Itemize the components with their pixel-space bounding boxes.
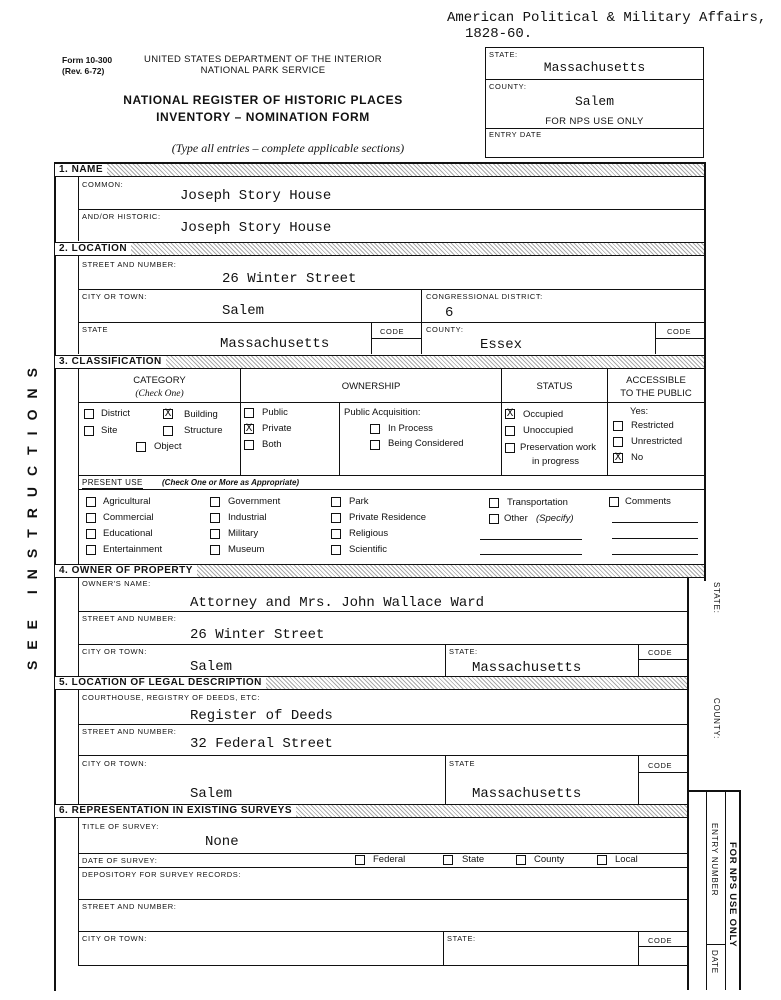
use-educational-label: Educational — [103, 528, 153, 539]
status-occupied-checkbox[interactable]: X — [506, 408, 514, 420]
use-educational-checkbox[interactable] — [86, 529, 96, 539]
use-commercial-label: Commercial — [103, 512, 154, 523]
use-comments-checkbox[interactable] — [609, 497, 619, 507]
acquisition-being-considered-label: Being Considered — [388, 438, 464, 449]
courthouse-value: Register of Deeds — [190, 708, 333, 724]
use-agricultural-label: Agricultural — [103, 496, 151, 507]
use-government-checkbox[interactable] — [210, 497, 220, 507]
use-other-label: Other — [504, 513, 528, 524]
section-3-header — [54, 355, 705, 369]
section-2-title: 2. LOCATION — [55, 243, 131, 255]
nps-entry-date-label: ENTRY DATE — [489, 130, 542, 139]
street-value: 26 Winter Street — [222, 271, 357, 287]
use-other-checkbox[interactable] — [489, 514, 499, 524]
use-government-label: Government — [228, 496, 281, 507]
form-title-line-2: INVENTORY – NOMINATION FORM — [156, 110, 370, 124]
present-use-note: (Check One or More as Appropriate) — [162, 478, 300, 487]
state-label: STATE — [82, 325, 109, 334]
accessible-no-label: No — [631, 452, 644, 463]
status-occupied-label: Occupied — [523, 409, 564, 420]
entry-date-label: DATE — [710, 950, 719, 974]
county-label: COUNTY: — [426, 325, 464, 334]
accessible-unrestricted-checkbox[interactable] — [613, 437, 623, 447]
owner-city-value: Salem — [190, 659, 233, 675]
section-6-header — [54, 804, 688, 818]
section-4-title: 4. OWNER OF PROPERTY — [55, 565, 197, 577]
legal-street-value: 32 Federal Street — [190, 736, 333, 752]
survey-street-label: STREET AND NUMBER: — [82, 902, 177, 911]
nps-use-only-label: FOR NPS USE ONLY — [545, 116, 644, 127]
category-structure-label: Structure — [184, 425, 223, 436]
use-industrial-label: Industrial — [228, 512, 267, 523]
annotation-line-1: American Political & Military Affairs, — [447, 10, 767, 26]
acquisition-in-process-label: In Process — [388, 423, 433, 434]
use-private-residence-label: Private Residence — [349, 512, 427, 523]
category-header: CATEGORY — [133, 375, 186, 386]
survey-federal-label: Federal — [373, 854, 406, 865]
use-commercial-checkbox[interactable] — [86, 513, 96, 523]
status-header: STATUS — [536, 381, 573, 392]
ownership-both-label: Both — [262, 439, 282, 450]
nps-state-value: Massachusetts — [543, 60, 646, 75]
use-museum-checkbox[interactable] — [210, 545, 220, 555]
use-agricultural-checkbox[interactable] — [86, 497, 96, 507]
use-scientific-label: Scientific — [349, 544, 388, 555]
survey-local-label: Local — [615, 854, 638, 865]
congressional-district-value: 6 — [445, 305, 454, 321]
category-site-checkbox[interactable] — [84, 426, 94, 436]
use-transportation-label: Transportation — [507, 497, 568, 508]
side-county-label: COUNTY: — [712, 698, 721, 740]
common-name-label: COMMON: — [82, 180, 124, 189]
for-nps-use-only-vertical: FOR NPS USE ONLY — [727, 842, 738, 948]
survey-state-checkbox[interactable] — [443, 855, 453, 865]
accessible-no-checkbox[interactable]: X — [614, 452, 622, 464]
historic-name-label: AND/OR HISTORIC: — [82, 212, 161, 221]
ownership-private-label: Private — [262, 423, 292, 434]
department-name: UNITED STATES DEPARTMENT OF THE INTERIOR — [144, 54, 382, 65]
survey-code-label: CODE — [648, 936, 673, 945]
accessible-header-line-2: TO THE PUBLIC — [620, 388, 692, 399]
owner-name-value: Attorney and Mrs. John Wallace Ward — [190, 595, 485, 611]
annotation-line-2: 1828-60. — [465, 26, 533, 42]
status-unoccupied-checkbox[interactable] — [505, 426, 515, 436]
accessible-restricted-checkbox[interactable] — [613, 421, 623, 431]
historic-name-value: Joseph Story House — [180, 220, 332, 236]
accessible-yes-label: Yes: — [630, 406, 649, 417]
use-transportation-checkbox[interactable] — [489, 498, 499, 508]
category-building-label: Building — [184, 409, 218, 420]
acquisition-being-considered-checkbox[interactable] — [370, 440, 380, 450]
status-preservation-label: Preservation work — [520, 442, 597, 453]
survey-federal-checkbox[interactable] — [355, 855, 365, 865]
owner-street-value: 26 Winter Street — [190, 627, 325, 643]
section-6-title: 6. REPRESENTATION IN EXISTING SURVEYS — [55, 805, 296, 817]
status-preservation-cont: in progress — [532, 456, 579, 467]
accessible-restricted-label: Restricted — [631, 420, 674, 431]
owner-street-label: STREET AND NUMBER: — [82, 614, 177, 623]
nps-county-value: Salem — [574, 94, 614, 109]
street-label: STREET AND NUMBER: — [82, 260, 177, 269]
ownership-both-checkbox[interactable] — [244, 440, 254, 450]
legal-state-value: Massachusetts — [472, 786, 582, 802]
use-military-label: Military — [228, 528, 259, 539]
entry-number-label: ENTRY NUMBER — [710, 823, 719, 897]
form-title-line-1: NATIONAL REGISTER OF HISTORIC PLACES — [123, 93, 403, 107]
common-name-value: Joseph Story House — [180, 188, 332, 204]
form-number: Form 10-300 — [62, 55, 113, 65]
state-value: Massachusetts — [220, 336, 330, 352]
survey-city-label: CITY OR TOWN: — [82, 934, 147, 943]
section-2-header — [54, 242, 705, 256]
public-acquisition-label: Public Acquisition: — [344, 407, 421, 418]
courthouse-label: COURTHOUSE, REGISTRY OF DEEDS, ETC: — [82, 693, 261, 702]
legal-city-value: Salem — [190, 786, 233, 802]
status-preservation-checkbox[interactable] — [505, 443, 515, 453]
legal-street-label: STREET AND NUMBER: — [82, 727, 177, 736]
legal-state-label: STATE — [449, 759, 476, 768]
service-name: NATIONAL PARK SERVICE — [200, 65, 326, 76]
ownership-public-checkbox[interactable] — [244, 408, 254, 418]
category-object-label: Object — [154, 441, 182, 452]
county-code-label: CODE — [667, 327, 692, 336]
city-label: CITY OR TOWN: — [82, 292, 147, 301]
use-scientific-checkbox[interactable] — [331, 545, 341, 555]
owner-city-label: CITY OR TOWN: — [82, 647, 147, 656]
nps-state-label: STATE: — [489, 50, 518, 59]
ownership-header: OWNERSHIP — [341, 381, 401, 392]
survey-state-label: State — [462, 854, 485, 865]
county-value: Essex — [480, 337, 523, 353]
category-site-label: Site — [101, 425, 118, 436]
category-object-checkbox[interactable] — [136, 442, 146, 452]
congressional-district-label: CONGRESSIONAL DISTRICT: — [426, 292, 543, 301]
use-museum-label: Museum — [228, 544, 265, 555]
state-code-label: CODE — [380, 327, 405, 336]
category-structure-checkbox[interactable] — [163, 426, 173, 436]
accessible-header-line-1: ACCESSIBLE — [626, 375, 686, 386]
survey-title-label: TITLE OF SURVEY: — [82, 822, 159, 831]
use-other-specify: (Specify) — [536, 513, 574, 524]
legal-code-label: CODE — [648, 761, 673, 770]
see-instructions-sidebar: SEE INSTRUCTIONS — [24, 357, 40, 670]
use-entertainment-checkbox[interactable] — [86, 545, 96, 555]
use-park-label: Park — [349, 496, 369, 507]
category-district-checkbox[interactable] — [84, 409, 94, 419]
use-entertainment-label: Entertainment — [103, 544, 163, 555]
owner-state-value: Massachusetts — [472, 660, 582, 676]
use-comments-label: Comments — [625, 496, 671, 507]
nps-county-label: COUNTY: — [489, 82, 527, 91]
type-instruction: (Type all entries – complete applicable sections) — [171, 141, 405, 155]
section-5-header — [54, 676, 688, 690]
acquisition-in-process-checkbox[interactable] — [370, 424, 380, 434]
section-4-header — [54, 564, 705, 578]
use-industrial-checkbox[interactable] — [210, 513, 220, 523]
use-military-checkbox[interactable] — [210, 529, 220, 539]
owner-code-label: CODE — [648, 648, 673, 657]
owner-name-label: OWNER'S NAME: — [82, 579, 151, 588]
use-religious-checkbox[interactable] — [331, 529, 341, 539]
use-religious-label: Religious — [349, 528, 389, 539]
survey-date-label: DATE OF SURVEY: — [82, 856, 158, 865]
owner-state-label: STATE: — [449, 647, 478, 656]
accessible-unrestricted-label: Unrestricted — [631, 436, 683, 447]
survey-county-label: County — [534, 854, 565, 865]
section-3-title: 3. CLASSIFICATION — [55, 356, 166, 368]
survey-local-checkbox[interactable] — [597, 855, 607, 865]
ownership-public-label: Public — [262, 407, 288, 418]
city-value: Salem — [222, 303, 265, 319]
section-5-title: 5. LOCATION OF LEGAL DESCRIPTION — [55, 677, 266, 689]
depository-label: DEPOSITORY FOR SURVEY RECORDS: — [82, 870, 242, 879]
category-district-label: District — [101, 408, 131, 419]
survey-title-value: None — [205, 834, 239, 850]
ownership-private-checkbox[interactable]: X — [245, 423, 253, 435]
section-1-title: 1. NAME — [55, 164, 107, 176]
use-private-residence-checkbox[interactable] — [331, 513, 341, 523]
legal-city-label: CITY OR TOWN: — [82, 759, 147, 768]
present-use-label: PRESENT USE — [82, 478, 143, 487]
survey-state-label-field: STATE: — [447, 934, 476, 943]
section-1-header — [54, 163, 705, 177]
survey-county-checkbox[interactable] — [516, 855, 526, 865]
side-state-label: STATE: — [712, 582, 721, 614]
form-revision: (Rev. 6-72) — [62, 66, 105, 76]
category-subheader: (Check One) — [135, 389, 184, 399]
use-park-checkbox[interactable] — [331, 497, 341, 507]
status-unoccupied-label: Unoccupied — [523, 425, 574, 436]
category-building-checkbox[interactable]: X — [164, 408, 172, 420]
